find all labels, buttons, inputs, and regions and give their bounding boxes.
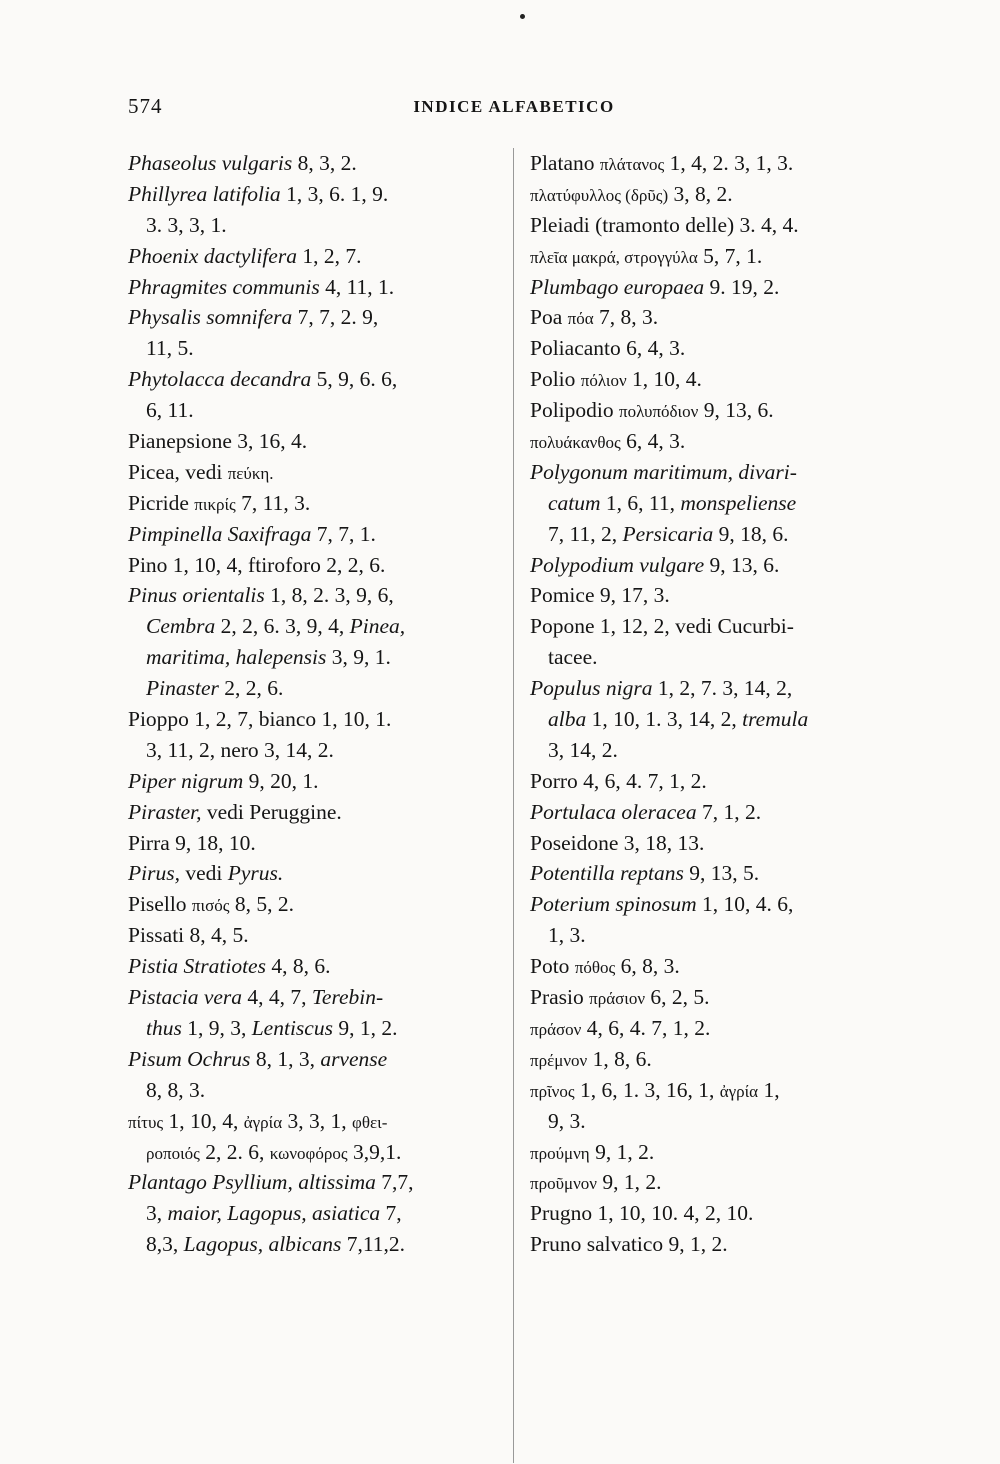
greek-term: πλατύφυλλος (δρῦς) — [530, 185, 669, 205]
entry-text: 3, 14, 2. — [548, 737, 618, 762]
index-entry-line — [128, 982, 506, 1013]
greek-term: ἀγρία — [719, 1081, 759, 1101]
greek-term: πρέμνον — [530, 1050, 588, 1070]
entry-text: 9. 19, 2. — [704, 274, 780, 299]
latin-term: Potentilla reptans — [530, 861, 684, 886]
index-entry-line — [128, 148, 506, 179]
ink-speck — [520, 14, 525, 19]
entry-text: 9, 20, 1. — [243, 768, 319, 793]
greek-term: πόθος — [574, 958, 616, 978]
latin-term: maior, Lagopus, asiatica — [167, 1201, 381, 1226]
index-entry-line — [530, 1229, 906, 1260]
entry-text: 9, 13, 6. — [698, 398, 774, 423]
entry-text: 1, 10, 4. — [626, 367, 702, 392]
greek-term: πίτυς — [128, 1112, 164, 1132]
index-entry-line — [530, 735, 906, 766]
entry-text: 9, 1, 2. — [589, 1139, 655, 1164]
latin-term: Phoenix dactylifera — [128, 243, 297, 268]
index-entry-line — [128, 395, 506, 426]
entry-text: 11, 5. — [146, 336, 194, 361]
entry-text: 3, 3, 1, — [282, 1108, 353, 1133]
entry-text: 4, 4, 7, — [242, 985, 312, 1010]
entry-text: 5, 7, 1. — [697, 243, 763, 268]
greek-term: προῦμνον — [530, 1174, 597, 1194]
index-entry-line — [530, 1106, 906, 1137]
entry-text: Pruno salvatico 9, 1, 2. — [530, 1232, 728, 1257]
index-entry-line — [128, 1167, 506, 1198]
index-entry-line — [530, 1075, 906, 1106]
latin-term: Piper nigrum — [128, 768, 244, 793]
greek-term: ἀγρία — [243, 1112, 283, 1132]
index-entry-line — [128, 1198, 506, 1229]
entry-text: 7, 7, 2. 9, — [292, 305, 379, 330]
index-entry-line — [128, 611, 506, 642]
index-entry-line — [128, 580, 506, 611]
entry-text: Picea, vedi — [128, 459, 228, 484]
entry-text: 7, 1, 2. — [696, 799, 762, 824]
latin-term: Persicaria — [622, 521, 714, 546]
index-column-left — [128, 148, 506, 1260]
entry-text: 5, 9, 6. 6, — [311, 367, 398, 392]
latin-term: Poterium spinosum — [530, 892, 697, 917]
latin-term: Phragmites communis — [128, 274, 320, 299]
index-entry-line — [128, 797, 506, 828]
index-entry-line — [128, 1137, 506, 1168]
greek-term: κωνοφόρος — [269, 1143, 348, 1163]
running-title: INDICE ALFABETICO — [413, 97, 615, 116]
index-entry-line — [530, 858, 906, 889]
index-entry-line — [530, 302, 906, 333]
index-entry-line — [128, 1013, 506, 1044]
index-entry-line — [128, 364, 506, 395]
latin-term: Plantago Psyllium, altissima — [128, 1170, 376, 1195]
entry-text: 3, 8, 2. — [668, 181, 733, 206]
latin-term: Pirus, — [128, 861, 180, 886]
index-entry-line — [530, 550, 906, 581]
entry-text: 7, 7, 1. — [311, 521, 376, 546]
entry-text: Pianepsione 3, 16, 4. — [128, 429, 308, 454]
entry-text: 1, 2, 7. 3, 14, 2, — [652, 676, 793, 701]
entry-text: 9, 13, 6. — [704, 552, 780, 577]
entry-text: 1, 8, 6. — [587, 1046, 652, 1071]
greek-term: πόα — [567, 309, 594, 329]
index-entry-line — [128, 1044, 506, 1075]
entry-text: Pissati 8, 4, 5. — [128, 923, 249, 948]
index-entry-line — [128, 1075, 506, 1106]
index-entry-line — [530, 272, 906, 303]
entry-text: 3, 9, 1. — [326, 645, 391, 670]
entry-text: vedi — [179, 861, 228, 886]
greek-term: πλάτανος — [599, 155, 665, 174]
entry-text: 8, 3, 2. — [292, 151, 357, 175]
index-entry-line — [530, 148, 906, 179]
index-entry-line — [530, 766, 906, 797]
latin-term: thus — [146, 1015, 182, 1040]
entry-text: 2, 2, 6. 3, 9, 4, — [215, 614, 350, 639]
index-entry-line — [530, 1167, 906, 1198]
latin-term: Terebin- — [311, 985, 384, 1010]
index-entry-line — [530, 704, 906, 735]
latin-term: arvense — [320, 1046, 388, 1071]
index-entry-line — [530, 364, 906, 395]
entry-text: 1, 3, 6. 1, 9. — [280, 181, 389, 206]
index-entry-line — [530, 611, 906, 642]
index-entry-line — [128, 1106, 506, 1137]
index-entry-line — [128, 951, 506, 982]
entry-text: 1, 10, 4, — [163, 1108, 244, 1133]
greek-term: πολυάκανθος — [530, 433, 621, 453]
index-entry-line — [128, 241, 506, 272]
index-entry-line — [530, 828, 906, 859]
entry-text: Pomice 9, 17, 3. — [530, 583, 670, 608]
entry-text: Poseidone 3, 18, 13. — [530, 830, 705, 855]
index-entry-line — [530, 395, 906, 426]
index-entry-line — [530, 1044, 906, 1075]
entry-text: 9, 13, 5. — [683, 861, 760, 886]
latin-term: Polypodium vulgare — [530, 552, 705, 577]
entry-text: Pino 1, 10, 4, ftiroforo 2, 2, 6. — [128, 552, 386, 577]
entry-text: Prugno 1, 10, 10. 4, 2, 10. — [530, 1201, 754, 1226]
entry-text: Prasio — [530, 985, 590, 1010]
entry-text: 8, 1, 3, — [250, 1046, 321, 1071]
entry-text: Platano — [530, 151, 600, 175]
index-entry-line — [530, 889, 906, 920]
index-entry-line — [128, 457, 506, 488]
latin-term: Portulaca oleracea — [530, 799, 697, 824]
latin-term: Pyrus. — [227, 861, 284, 886]
latin-term: catum — [548, 490, 601, 515]
latin-term: Pistia Stratiotes — [128, 954, 266, 979]
entry-text: 8, 5, 2. — [229, 892, 294, 917]
entry-text: Pisello — [128, 892, 192, 917]
greek-term: προύμνη — [530, 1143, 590, 1163]
entry-text: 1, — [758, 1077, 780, 1102]
greek-term: πικρίς — [194, 494, 236, 514]
index-entry-line — [128, 519, 506, 550]
entry-text: 2, 2. 6, — [199, 1139, 270, 1164]
entry-text: Pirra 9, 18, 10. — [128, 830, 256, 855]
index-entry-line — [530, 1198, 906, 1229]
latin-term: Cembra — [146, 614, 216, 639]
index-entry-line — [128, 272, 506, 303]
entry-text: vedi Peruggine. — [201, 799, 342, 824]
entry-text: Polio — [530, 367, 581, 392]
entry-text: Porro 4, 6, 4. 7, 1, 2. — [530, 768, 707, 793]
latin-term: Physalis somnifera — [128, 305, 293, 330]
entry-text: 1, 10, 4. 6, — [696, 892, 794, 917]
latin-term: Phaseolus vulgaris — [128, 151, 293, 175]
latin-term: Populus nigra — [530, 676, 653, 701]
greek-term: φθει- — [352, 1112, 388, 1132]
latin-term: Pinaster — [146, 676, 219, 701]
index-entry-line — [530, 488, 906, 519]
entry-text: 9, 1, 2. — [332, 1015, 398, 1040]
entry-text: 1, 4, 2. 3, 1, 3. — [664, 151, 794, 175]
column-divider — [513, 148, 514, 1463]
entry-text: Poa — [530, 305, 568, 330]
latin-term: Lentiscus — [251, 1015, 333, 1040]
index-entry-line — [530, 457, 906, 488]
entry-text: 1, 9, 3, — [181, 1015, 252, 1040]
index-entry-line — [128, 179, 506, 210]
index-entry-line — [128, 333, 506, 364]
entry-text: 9, 1, 2. — [596, 1170, 662, 1195]
index-entry-line — [128, 426, 506, 457]
entry-text: 7,7, — [375, 1170, 414, 1195]
entry-text: 3, 11, 2, nero 3, 14, 2. — [146, 737, 334, 762]
index-entry-line — [128, 642, 506, 673]
entry-text: 7, 8, 3. — [593, 305, 659, 330]
entry-text: 1, 2, 7. — [296, 243, 362, 268]
index-entry-line — [530, 1137, 906, 1168]
latin-term: monspeliense — [680, 490, 797, 515]
index-entry-line — [128, 858, 506, 889]
entry-text: 1, 6, 11, — [600, 490, 681, 515]
index-entry-line — [530, 519, 906, 550]
greek-term: πρῖνος — [530, 1081, 575, 1101]
index-entry-line — [530, 426, 906, 457]
latin-term: Phillyrea latifolia — [128, 181, 281, 206]
latin-term: tremula — [742, 707, 809, 732]
entry-text: 3. 3, 3, 1. — [146, 212, 227, 237]
index-entry-line — [530, 333, 906, 364]
index-entry-line — [530, 982, 906, 1013]
entry-text: 4, 6, 4. 7, 1, 2. — [581, 1015, 711, 1040]
index-entry-line — [530, 179, 906, 210]
entry-text: 9, 18, 6. — [713, 521, 789, 546]
index-entry-line — [530, 920, 906, 951]
index-entry-line — [530, 642, 906, 673]
entry-text: 1, 8, 2. 3, 9, 6, — [264, 583, 394, 608]
page-number: 574 — [128, 94, 163, 118]
index-entry-line — [128, 704, 506, 735]
latin-term: Pistacia vera — [128, 985, 243, 1010]
entry-text: 8, 8, 3. — [146, 1077, 206, 1102]
entry-text: 1, 3. — [548, 923, 586, 948]
index-entry-line — [530, 210, 906, 241]
latin-term: maritima, halepensis — [146, 645, 327, 670]
index-entry-line — [530, 1013, 906, 1044]
entry-text: Pleiadi (tramonto delle) 3. 4, 4. — [530, 212, 799, 237]
greek-term: ροποιός — [146, 1143, 200, 1163]
entry-text: Pioppo 1, 2, 7, bianco 1, 10, 1. — [128, 707, 392, 732]
entry-text: 7, 11, 3. — [235, 490, 311, 515]
entry-text: tacee. — [548, 645, 598, 670]
latin-term: Phytolacca decandra — [128, 367, 312, 392]
entry-text: 7, 11, 2, — [548, 521, 623, 546]
entry-text: 4, 8, 6. — [265, 954, 331, 979]
latin-term: Pinus orientalis — [128, 583, 265, 608]
latin-term: Pisum Ochrus — [128, 1046, 251, 1071]
latin-term: Pimpinella Saxifraga — [128, 521, 312, 546]
index-entry-line — [128, 550, 506, 581]
index-entry-line — [128, 766, 506, 797]
entry-text: Poto — [530, 954, 575, 979]
greek-term: πράσιον — [589, 989, 646, 1009]
index-entry-line — [128, 1229, 506, 1260]
index-entry-line — [530, 580, 906, 611]
entry-text: 2, 2, 6. — [218, 676, 284, 701]
greek-term: πόλιον — [580, 371, 627, 391]
entry-text: 8,3, — [146, 1232, 184, 1257]
index-entry-line — [128, 828, 506, 859]
entry-text: 3,9,1. — [347, 1139, 402, 1164]
entry-text: Popone 1, 12, 2, vedi Cucurbi- — [530, 614, 794, 639]
entry-text: Poliacanto 6, 4, 3. — [530, 336, 686, 361]
entry-text: Picride — [128, 490, 195, 515]
entry-text: 4, 11, 1. — [319, 274, 395, 299]
index-entry-line — [128, 889, 506, 920]
greek-term: πολυπόδιον — [619, 402, 699, 422]
index-entry-line — [128, 920, 506, 951]
latin-term: alba — [548, 707, 587, 732]
greek-term: πισός — [191, 896, 230, 916]
index-entry-line — [530, 241, 906, 272]
entry-text: 6, 4, 3. — [620, 429, 686, 454]
entry-text: 3, — [146, 1201, 168, 1226]
greek-term: πράσον — [530, 1019, 582, 1039]
entry-text: 6, 11. — [146, 398, 194, 423]
page-header — [128, 94, 900, 124]
index-entry-line — [530, 797, 906, 828]
entry-text: 1, 10, 1. 3, 14, 2, — [586, 707, 743, 732]
greek-term: πλεῖα μακρά, στρογγύλα — [530, 247, 698, 267]
entry-text: 9, 3. — [548, 1108, 586, 1133]
index-entry-line — [128, 302, 506, 333]
latin-term: Polygonum maritimum, divari- — [530, 459, 797, 484]
latin-term: Piraster, — [128, 799, 202, 824]
latin-term: Plumbago europaea — [530, 274, 705, 299]
index-entry-line — [128, 488, 506, 519]
index-entry-line — [128, 735, 506, 766]
index-entry-line — [128, 210, 506, 241]
entry-text: 7,11,2. — [341, 1232, 406, 1257]
index-column-right — [530, 148, 906, 1260]
latin-term: Lagopus, albicans — [183, 1232, 342, 1257]
entry-text: 7, — [380, 1201, 402, 1226]
greek-term: πεύκη. — [227, 463, 274, 483]
index-entry-line — [530, 673, 906, 704]
entry-text: Polipodio — [530, 398, 620, 423]
latin-term: Pinea, — [349, 614, 406, 639]
entry-text: 6, 8, 3. — [615, 954, 680, 979]
index-entry-line — [128, 673, 506, 704]
index-entry-line — [530, 951, 906, 982]
entry-text: 6, 2, 5. — [645, 985, 710, 1010]
entry-text: 1, 6, 1. 3, 16, 1, — [574, 1077, 720, 1102]
